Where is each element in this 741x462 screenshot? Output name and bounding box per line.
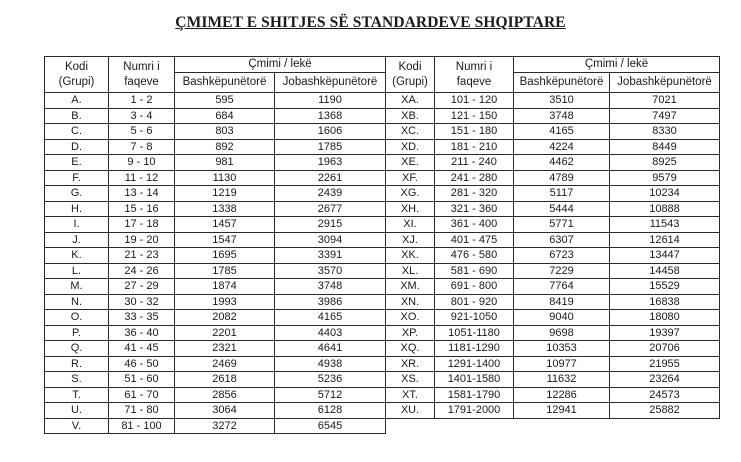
left-nonmember-cell: 2261 (275, 170, 386, 186)
right-nonmember-cell: 10888 (610, 201, 720, 217)
left-member-cell: 1338 (175, 201, 275, 217)
right-code-cell: XI. (386, 217, 435, 233)
pages-header-left: Numri i faqeve (109, 57, 175, 93)
table-row (45, 310, 720, 326)
left-code-cell: R. (45, 356, 109, 372)
price-table (44, 56, 720, 434)
left-code-cell: G. (45, 186, 109, 202)
left-nonmember-cell: 1368 (275, 108, 386, 124)
left-pages-cell: 30 - 32 (109, 294, 175, 310)
table-row (45, 387, 720, 403)
right-member-cell: 9040 (514, 310, 610, 326)
left-member-cell: 803 (175, 124, 275, 140)
right-nonmember-cell: 9579 (610, 170, 720, 186)
right-member-cell: 8419 (514, 294, 610, 310)
left-nonmember-cell: 5712 (275, 387, 386, 403)
left-code-cell: M. (45, 279, 109, 295)
right-member-cell: 3510 (514, 93, 610, 109)
table-row (45, 93, 720, 109)
right-pages-cell: 1051-1180 (435, 325, 514, 341)
right-code-cell: XT. (386, 387, 435, 403)
table-row (45, 248, 720, 264)
left-nonmember-cell: 1963 (275, 155, 386, 171)
right-nonmember-cell: 11543 (610, 217, 720, 233)
left-pages-cell: 5 - 6 (109, 124, 175, 140)
left-member-cell: 1130 (175, 170, 275, 186)
right-nonmember-cell: 13447 (610, 248, 720, 264)
right-code-cell: XL. (386, 263, 435, 279)
left-nonmember-cell: 4403 (275, 325, 386, 341)
table-row (45, 263, 720, 279)
right-nonmember-cell: 10234 (610, 186, 720, 202)
left-code-cell: D. (45, 139, 109, 155)
table-row (45, 279, 720, 295)
right-member-cell: 5444 (514, 201, 610, 217)
right-pages-cell: 151 - 180 (435, 124, 514, 140)
left-member-cell: 1993 (175, 294, 275, 310)
left-member-cell: 2856 (175, 387, 275, 403)
left-pages-cell: 61 - 70 (109, 387, 175, 403)
left-code-cell: P. (45, 325, 109, 341)
left-member-cell: 2618 (175, 372, 275, 388)
right-code-cell: XE. (386, 155, 435, 171)
right-code-cell: XD. (386, 139, 435, 155)
right-pages-cell: 476 - 580 (435, 248, 514, 264)
left-nonmember-cell: 4938 (275, 356, 386, 372)
left-pages-cell: 36 - 40 (109, 325, 175, 341)
right-member-cell: 10353 (514, 341, 610, 357)
right-pages-cell: 1791-2000 (435, 403, 514, 419)
left-member-cell: 3272 (175, 418, 275, 434)
left-nonmember-cell: 1785 (275, 139, 386, 155)
left-pages-cell: 81 - 100 (109, 418, 175, 434)
right-pages-cell: 1291-1400 (435, 356, 514, 372)
right-nonmember-cell: 25882 (610, 403, 720, 419)
left-code-cell: C. (45, 124, 109, 140)
left-pages-cell: 24 - 26 (109, 263, 175, 279)
right-nonmember-cell: 8330 (610, 124, 720, 140)
table-row (45, 124, 720, 140)
right-code-cell: XM. (386, 279, 435, 295)
left-code-cell: T. (45, 387, 109, 403)
table-row (45, 372, 720, 388)
right-code-cell: XC. (386, 124, 435, 140)
left-pages-cell: 9 - 10 (109, 155, 175, 171)
left-nonmember-cell: 1606 (275, 124, 386, 140)
page-title: ÇMIMET E SHITJES SË STANDARDEVE SHQIPTARE (175, 14, 566, 31)
right-member-cell: 4789 (514, 170, 610, 186)
left-nonmember-cell: 4641 (275, 341, 386, 357)
right-pages-cell: 321 - 360 (435, 201, 514, 217)
left-pages-cell: 46 - 50 (109, 356, 175, 372)
right-pages-cell: 1401-1580 (435, 372, 514, 388)
left-code-cell: U. (45, 403, 109, 419)
right-nonmember-cell: 24573 (610, 387, 720, 403)
right-nonmember-cell: 19397 (610, 325, 720, 341)
right-nonmember-cell: 23264 (610, 372, 720, 388)
left-member-cell: 2201 (175, 325, 275, 341)
right-pages-cell: 241 - 280 (435, 170, 514, 186)
member-header-left: Bashkëpunëtorë (175, 73, 275, 93)
right-code-cell: XQ. (386, 341, 435, 357)
right-pages-cell: 1581-1790 (435, 387, 514, 403)
left-member-cell: 3064 (175, 403, 275, 419)
left-pages-cell: 7 - 8 (109, 139, 175, 155)
left-code-cell: J. (45, 232, 109, 248)
right-member-cell: 12941 (514, 403, 610, 419)
table-row (45, 201, 720, 217)
right-member-cell: 7764 (514, 279, 610, 295)
left-member-cell: 2321 (175, 341, 275, 357)
table-row (45, 186, 720, 202)
right-nonmember-cell: 18080 (610, 310, 720, 326)
right-code-cell: XO. (386, 310, 435, 326)
left-pages-cell: 19 - 20 (109, 232, 175, 248)
nonmember-header-left: Jobashkëpunëtorë (275, 73, 386, 93)
right-pages-cell: 211 - 240 (435, 155, 514, 171)
left-member-cell: 1547 (175, 232, 275, 248)
table-body (45, 93, 720, 434)
right-nonmember-cell: 8449 (610, 139, 720, 155)
left-pages-cell: 27 - 29 (109, 279, 175, 295)
right-pages-cell: 801 - 920 (435, 294, 514, 310)
left-code-cell: O. (45, 310, 109, 326)
left-member-cell: 1695 (175, 248, 275, 264)
left-code-cell: Q. (45, 341, 109, 357)
right-member-cell: 6307 (514, 232, 610, 248)
right-nonmember-cell: 15529 (610, 279, 720, 295)
right-nonmember-cell: 12614 (610, 232, 720, 248)
left-nonmember-cell: 2439 (275, 186, 386, 202)
right-member-cell: 5117 (514, 186, 610, 202)
right-member-cell: 6723 (514, 248, 610, 264)
price-header-left: Çmimi / lekë (175, 57, 386, 73)
left-pages-cell: 41 - 45 (109, 341, 175, 357)
left-pages-cell: 51 - 60 (109, 372, 175, 388)
price-header-right: Çmimi / lekë (514, 57, 720, 73)
left-member-cell: 684 (175, 108, 275, 124)
table-row (45, 170, 720, 186)
right-member-cell: 9698 (514, 325, 610, 341)
left-nonmember-cell: 3391 (275, 248, 386, 264)
code-header-right: Kodi (Grupi) (386, 57, 435, 93)
left-pages-cell: 1 - 2 (109, 93, 175, 109)
left-nonmember-cell: 2915 (275, 217, 386, 233)
right-pages-cell: 691 - 800 (435, 279, 514, 295)
left-code-cell: H. (45, 201, 109, 217)
left-code-cell: N. (45, 294, 109, 310)
left-code-cell: E. (45, 155, 109, 171)
left-pages-cell: 13 - 14 (109, 186, 175, 202)
left-pages-cell: 15 - 16 (109, 201, 175, 217)
table-row (45, 325, 720, 341)
left-code-cell: L. (45, 263, 109, 279)
left-code-cell: K. (45, 248, 109, 264)
left-code-cell: V. (45, 418, 109, 434)
left-nonmember-cell: 1190 (275, 93, 386, 109)
left-nonmember-cell: 5236 (275, 372, 386, 388)
left-nonmember-cell: 3094 (275, 232, 386, 248)
right-pages-cell: 181 - 210 (435, 139, 514, 155)
right-member-cell: 5771 (514, 217, 610, 233)
empty-cell (386, 418, 720, 434)
right-member-cell: 11632 (514, 372, 610, 388)
right-code-cell: XR. (386, 356, 435, 372)
right-pages-cell: 921-1050 (435, 310, 514, 326)
left-member-cell: 595 (175, 93, 275, 109)
left-member-cell: 981 (175, 155, 275, 171)
right-nonmember-cell: 14458 (610, 263, 720, 279)
right-member-cell: 3748 (514, 108, 610, 124)
right-nonmember-cell: 16838 (610, 294, 720, 310)
pages-header-right: Numri i faqeve (435, 57, 514, 93)
table-row (45, 341, 720, 357)
left-nonmember-cell: 6545 (275, 418, 386, 434)
right-code-cell: XA. (386, 93, 435, 109)
right-code-cell: XB. (386, 108, 435, 124)
code-header-left: Kodi (Grupi) (45, 57, 109, 93)
nonmember-header-right: Jobashkëpunëtorë (610, 73, 720, 93)
left-nonmember-cell: 3986 (275, 294, 386, 310)
right-nonmember-cell: 21955 (610, 356, 720, 372)
right-code-cell: XF. (386, 170, 435, 186)
left-member-cell: 1785 (175, 263, 275, 279)
right-code-cell: XK. (386, 248, 435, 264)
table-row (45, 294, 720, 310)
table-row (45, 108, 720, 124)
left-pages-cell: 17 - 18 (109, 217, 175, 233)
right-pages-cell: 361 - 400 (435, 217, 514, 233)
right-member-cell: 4165 (514, 124, 610, 140)
table-row (45, 418, 720, 434)
table-row (45, 403, 720, 419)
table-row (45, 217, 720, 233)
left-pages-cell: 3 - 4 (109, 108, 175, 124)
right-pages-cell: 121 - 150 (435, 108, 514, 124)
right-code-cell: XJ. (386, 232, 435, 248)
left-pages-cell: 11 - 12 (109, 170, 175, 186)
left-member-cell: 2469 (175, 356, 275, 372)
right-code-cell: XN. (386, 294, 435, 310)
left-pages-cell: 71 - 80 (109, 403, 175, 419)
left-nonmember-cell: 3570 (275, 263, 386, 279)
left-member-cell: 2082 (175, 310, 275, 326)
left-member-cell: 892 (175, 139, 275, 155)
right-code-cell: XH. (386, 201, 435, 217)
left-member-cell: 1874 (175, 279, 275, 295)
right-nonmember-cell: 7497 (610, 108, 720, 124)
right-member-cell: 12286 (514, 387, 610, 403)
left-code-cell: B. (45, 108, 109, 124)
left-code-cell: I. (45, 217, 109, 233)
left-pages-cell: 33 - 35 (109, 310, 175, 326)
left-nonmember-cell: 3748 (275, 279, 386, 295)
right-nonmember-cell: 7021 (610, 93, 720, 109)
left-code-cell: F. (45, 170, 109, 186)
right-member-cell: 7229 (514, 263, 610, 279)
right-nonmember-cell: 8925 (610, 155, 720, 171)
left-nonmember-cell: 2677 (275, 201, 386, 217)
table-row (45, 155, 720, 171)
left-member-cell: 1219 (175, 186, 275, 202)
left-member-cell: 1457 (175, 217, 275, 233)
right-pages-cell: 581 - 690 (435, 263, 514, 279)
right-code-cell: XP. (386, 325, 435, 341)
left-pages-cell: 21 - 23 (109, 248, 175, 264)
right-member-cell: 4224 (514, 139, 610, 155)
table-row (45, 356, 720, 372)
right-pages-cell: 281 - 320 (435, 186, 514, 202)
right-code-cell: XG. (386, 186, 435, 202)
header-row-top (45, 57, 720, 73)
left-code-cell: S. (45, 372, 109, 388)
left-nonmember-cell: 6128 (275, 403, 386, 419)
member-header-right: Bashkëpunëtorë (514, 73, 610, 93)
right-member-cell: 10977 (514, 356, 610, 372)
right-code-cell: XU. (386, 403, 435, 419)
left-code-cell: A. (45, 93, 109, 109)
right-pages-cell: 1181-1290 (435, 341, 514, 357)
right-pages-cell: 101 - 120 (435, 93, 514, 109)
right-member-cell: 4462 (514, 155, 610, 171)
left-nonmember-cell: 4165 (275, 310, 386, 326)
right-pages-cell: 401 - 475 (435, 232, 514, 248)
right-nonmember-cell: 20706 (610, 341, 720, 357)
table-row (45, 139, 720, 155)
right-code-cell: XS. (386, 372, 435, 388)
table-row (45, 232, 720, 248)
